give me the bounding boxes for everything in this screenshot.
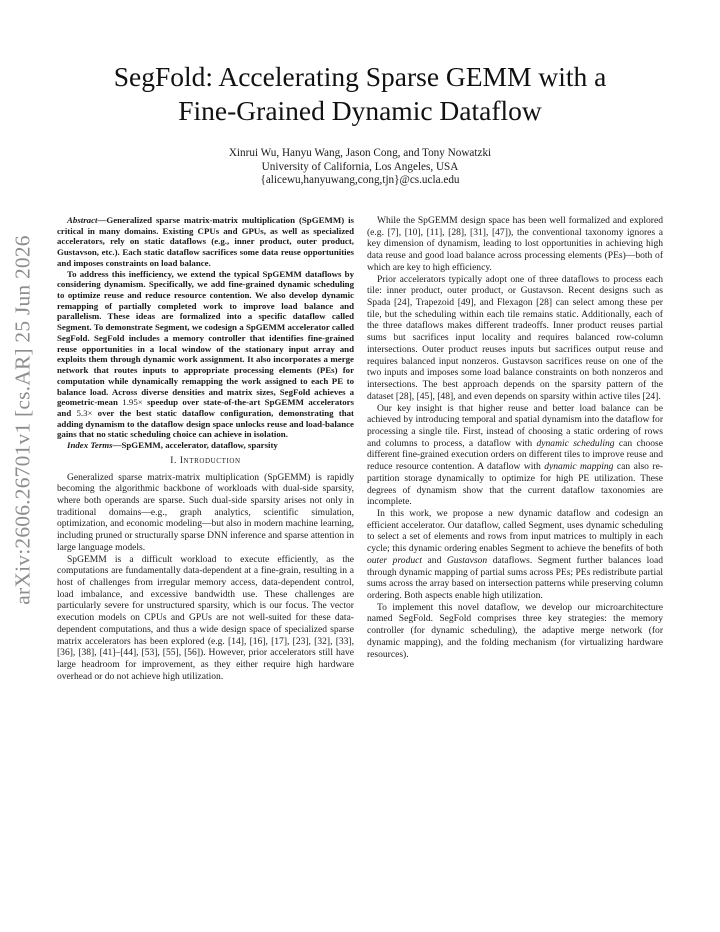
right-paragraph-1: While the SpGEMM design space has been well formalized and explored (e.g. [7], [10], [11], [28], [31], [47]), the conventional taxonomy ignores a key dimension of dynamism, leading to lost opportunities in achieving high data reuse and good load balance across processing elements (PEs)—both of which are key to high efficiency. xyxy=(367,215,663,273)
abstract-text-2c: over the best static dataflow configuration, demonstrating that adding dynamism to the dataflow design space unlocks reuse and load-balance gains that no static scheduling choice can achieve in isolation. xyxy=(57,407,354,440)
p4-text-b: and xyxy=(422,554,447,566)
section-heading-introduction: I. Introduction xyxy=(170,455,241,466)
term-dynamic-mapping: dynamic mapping xyxy=(544,461,614,473)
abstract-paragraph-2 xyxy=(57,269,354,441)
author-block xyxy=(60,147,660,188)
p3-text-c: can also re-partition storage dynamically to optimize for high PE utilization. These degrees of dynamism show that the current dataflow taxonomies are incomplete. xyxy=(367,461,663,508)
abstract-label: Abstract xyxy=(67,215,98,225)
right-paragraph-5: To implement this novel dataflow, we develop our microarchitecture named SegFold. SegFold comprises three key strategies: the memory controller (for dynamic scheduling), the adaptive merge network (for dynamic mapping), and the folding mechanism (for virtualizing hardware resources). xyxy=(367,601,663,660)
index-terms-label: Index Terms xyxy=(67,440,113,451)
abstract-paragraph-1 xyxy=(57,215,354,269)
left-column xyxy=(57,215,354,682)
p4-text-a: In this work, we propose a new dynamic dataflow and codesign an efficient accelerator. Our dataflow, called Segment, uses dynamic scheduling to select a set of elements and rows from input matrices to multiply in each cycle; this dynamic ordering enables Segment to achieve the benefits of both xyxy=(367,507,663,555)
intro-paragraph-2: SpGEMM is a difficult workload to execute efficiently, as the computations are fundamentally data-dependent at a fine-grain, resulting in a host of challenges from irregular memory access, data-dependent control, load imbalance, and excessive bandwidth use. These challenges are particularly severe for unstructured sparsity, which is our focus. The vector execution models on CPUs and GPUs are not well-suited for these data-dependent computations, and thus a wide design space of specialized sparse matrix accelerators has been explored (e.g. [14], [16], [17], [23], [32], [33], [36], [38], [41]–[44], [53], [55], [56]). However, prior accelerators still have large headroom for improvement, as they either require high hardware overhead or do not achieve high utilization. xyxy=(57,553,354,682)
email: {alicewu,hanyuwang,cong,tjn}@cs.ucla.edu xyxy=(260,174,460,187)
title-line-1: SegFold: Accelerating Sparse GEMM with a xyxy=(113,61,607,92)
right-paragraph-3 xyxy=(367,403,663,508)
abstract-text-2b: speedup over state-of-the-art SpGEMM accelerators and xyxy=(57,397,354,418)
term-outer-product: outer product xyxy=(367,554,423,566)
authors: Xinrui Wu, Hanyu Wang, Jason Cong, and Tony Nowatzki xyxy=(228,147,492,159)
right-paragraph-2: Prior accelerators typically adopt one of three dataflows to process each tile: inner product, outer product, or Gustavson. Recent designs such as Spada [24], Trapezoid [49], and Flexagon [28] can select among these per tile, but the scheduling within each tile remains static. Additionally, each of the three dataflows makes different tradeoffs. Inner product reuses partial sums but sacrifices input locality and requires balanced row-column intersections. Outer product reuses inputs but sacrifices output reuse and requires balanced input nonzeros. Gustavson sacrifices reuse on one of the two inputs and imposes some load balance constraints on both nonzeros and intersections. The best approach depends on the sparsity pattern of the dataset [28], [45], [48], and even depends on sparsity within active tiles [24]. xyxy=(367,273,663,402)
intro-paragraph-1: Generalized sparse matrix-matrix multiplication (SpGEMM) is rapidly becoming the algorithmic backbone of workloads with dual-side sparsity, where both operands are sparse. Such dual-side sparsity arises not only in traditional domains—e.g., graph analytics, scientific simulation, optimization, and economic modeling—but also in modern machine learning, including pruned or structurally sparse DNN inference and sparse attention in large language models. xyxy=(57,471,354,553)
term-dynamic-scheduling: dynamic scheduling xyxy=(536,437,615,449)
speedup-static: 5.3× xyxy=(76,407,93,418)
index-terms-text: —SpGEMM, accelerator, dataflow, sparsity xyxy=(112,440,278,451)
arxiv-stamp xyxy=(0,150,46,690)
abstract xyxy=(57,215,354,451)
arxiv-stamp-text: arXiv:2606.26701v1 [cs.AR] 25 Jun 2026 xyxy=(10,235,35,605)
p3-text-a: Our key insight is that higher reuse and better load balance can be achieved by introducing temporal and spatial dynamism into the dataflow for processing a single tile. First, instead of choosing a static ordering of rows and columns to process, a dataflow with xyxy=(367,402,663,449)
paper-title xyxy=(60,60,660,128)
p4-text-c: dataflows. Segment further balances load through dynamic mapping of partial sums across PEs; PEs redistribute partial sums across the array based on intersection patterns while preserving column ordering. Both aspects enable high utilization. xyxy=(367,554,664,601)
right-column xyxy=(367,215,663,660)
term-gustavson: Gustavson xyxy=(446,554,488,566)
abstract-text-2a: To address this inefficiency, we extend the typical SpGEMM dataflows by considering dynamism. Specifically, we add fine-grained dynamic scheduling to optimize reuse and reduce resource contention. We also develop dynamic remapping of partially completed work to improve load balance and parallelism. These ideas are formalized into a specific dataflow called Segment. To demonstrate Segment, we codesign a SpGEMM accelerator called SegFold. SegFold includes a memory controller that identifies fine-grained reuse opportunities in a local window of the stationary input array and exploits them through dynamic work assignment. It also incorporates a merge network that routes inputs to appropriate processing elements (PEs) for computation while dynamically remapping the work assigned to each PE to balance load. Across diverse densities and matrix sizes, SegFold achieves a geometric-mean xyxy=(57,268,354,408)
affiliation: University of California, Los Angeles, USA xyxy=(261,160,459,173)
right-paragraph-4 xyxy=(367,508,663,602)
index-terms xyxy=(57,440,354,451)
speedup-geomean: 1.95× xyxy=(122,397,143,408)
abstract-text-1: —Generalized sparse matrix-matrix multiplication (SpGEMM) is critical in many domains. Existing CPUs and GPUs, as well as specialized accelerators, rely on static dataflows (e.g., inner product, outer product, Gustavson, etc.). Each static dataflow sacrifices some data reuse opportunities and imposes constraints on load balance. xyxy=(57,215,354,268)
p3-text-b: can choose different fine-grained execution orders on different tiles to improve reuse and reduce resource contention. A dataflow with xyxy=(367,437,663,473)
title-line-2: Fine-Grained Dynamic Dataflow xyxy=(178,95,542,126)
